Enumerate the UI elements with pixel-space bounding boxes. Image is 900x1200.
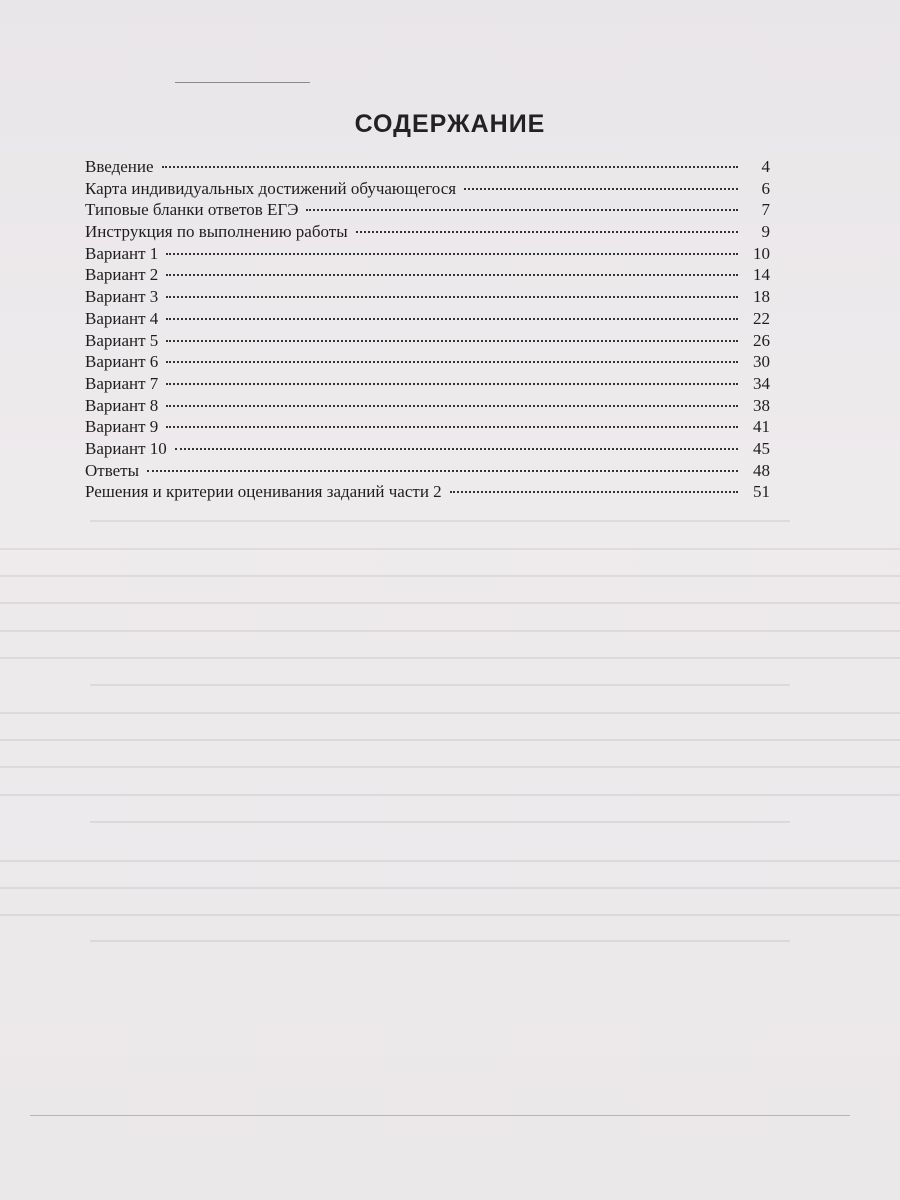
- show-through-line: [0, 575, 900, 577]
- toc-entry[interactable]: [85, 417, 770, 439]
- toc-entry-page: 9: [761, 222, 770, 242]
- toc-leader-dots: [166, 253, 738, 255]
- toc-entry[interactable]: [85, 309, 770, 331]
- toc-entry-page: 34: [753, 373, 770, 393]
- toc-entry-label: Введение: [85, 157, 154, 176]
- show-through-line: [90, 684, 790, 686]
- toc-entry-page: 51: [753, 482, 770, 502]
- toc-entry-page: 30: [753, 352, 770, 372]
- toc-entry[interactable]: [85, 179, 770, 201]
- toc-leader-dots: [356, 231, 738, 233]
- show-through-line: [0, 739, 900, 741]
- toc-entry-label: Вариант 5: [85, 330, 159, 350]
- toc-entry-page: 18: [753, 287, 770, 307]
- table-of-contents: [85, 157, 770, 504]
- toc-entry[interactable]: [85, 244, 770, 266]
- toc-entry-label: Вариант 9: [85, 417, 159, 437]
- toc-leader-dots: [166, 361, 738, 363]
- toc-entry-page: 4: [761, 157, 770, 176]
- toc-entry-label: Вариант 4: [85, 308, 159, 328]
- toc-leader-dots: [166, 426, 738, 428]
- toc-leader-dots: [162, 166, 738, 168]
- toc-entry-page: 14: [753, 265, 770, 285]
- toc-entry-label: Вариант 6: [85, 352, 159, 372]
- toc-entry[interactable]: [85, 222, 770, 244]
- toc-entry[interactable]: [85, 331, 770, 353]
- toc-entry-label: Карта индивидуальных достижений обучающегося: [85, 178, 457, 198]
- show-through-line: [0, 548, 900, 550]
- toc-entry-label: Решения и критерии оценивания заданий части 2: [85, 482, 442, 502]
- toc-entry[interactable]: [85, 352, 770, 374]
- toc-entry[interactable]: [85, 265, 770, 287]
- toc-entry[interactable]: [85, 461, 770, 483]
- toc-entry-label: Вариант 7: [85, 373, 159, 393]
- toc-entry-label: Вариант 2: [85, 265, 159, 285]
- toc-entry-page: 48: [753, 460, 770, 480]
- show-through-rule: [175, 82, 310, 83]
- show-through-line: [0, 887, 900, 889]
- toc-entry[interactable]: [85, 482, 770, 504]
- show-through-line: [90, 940, 790, 942]
- toc-entry-label: Вариант 8: [85, 395, 159, 415]
- show-through-line: [90, 821, 790, 823]
- show-through-line: [0, 860, 900, 862]
- toc-leader-dots: [166, 296, 738, 298]
- toc-entry[interactable]: [85, 374, 770, 396]
- toc-entry-page: 10: [753, 243, 770, 263]
- toc-entry[interactable]: [85, 200, 770, 222]
- toc-entry-page: 45: [753, 438, 770, 458]
- show-through-line: [90, 520, 790, 522]
- toc-leader-dots: [166, 383, 738, 385]
- toc-entry[interactable]: [85, 396, 770, 418]
- toc-entry[interactable]: [85, 157, 770, 179]
- toc-entry-page: 41: [753, 417, 770, 437]
- toc-entry-page: 26: [753, 330, 770, 350]
- toc-entry-label: Инструкция по выполнению работы: [85, 222, 348, 242]
- toc-entry-page: 7: [761, 200, 770, 220]
- toc-entry-page: 6: [761, 178, 770, 198]
- toc-leader-dots: [166, 274, 738, 276]
- toc-leader-dots: [166, 405, 738, 407]
- toc-entry-label: Вариант 3: [85, 287, 159, 307]
- toc-leader-dots: [450, 491, 738, 493]
- toc-leader-dots: [166, 318, 738, 320]
- toc-leader-dots: [306, 209, 738, 211]
- show-through-line: [0, 914, 900, 916]
- show-through-line: [0, 602, 900, 604]
- toc-leader-dots: [166, 340, 738, 342]
- toc-entry-label: Вариант 10: [85, 438, 167, 458]
- page-title: СОДЕРЖАНИЕ: [354, 110, 546, 138]
- toc-entry[interactable]: [85, 287, 770, 309]
- toc-leader-dots: [175, 448, 738, 450]
- toc-entry-label: Типовые бланки ответов ЕГЭ: [85, 200, 299, 220]
- toc-entry-page: 22: [753, 308, 770, 328]
- show-through-line: [0, 766, 900, 768]
- show-through-rule: [30, 1115, 850, 1116]
- toc-entry[interactable]: [85, 439, 770, 461]
- show-through-line: [0, 630, 900, 632]
- toc-entry-label: Вариант 1: [85, 243, 159, 263]
- toc-entry-page: 38: [753, 395, 770, 415]
- show-through-line: [0, 657, 900, 659]
- toc-leader-dots: [147, 470, 738, 472]
- show-through-line: [0, 712, 900, 714]
- toc-leader-dots: [464, 188, 738, 190]
- show-through-line: [0, 794, 900, 796]
- toc-entry-label: Ответы: [85, 460, 140, 480]
